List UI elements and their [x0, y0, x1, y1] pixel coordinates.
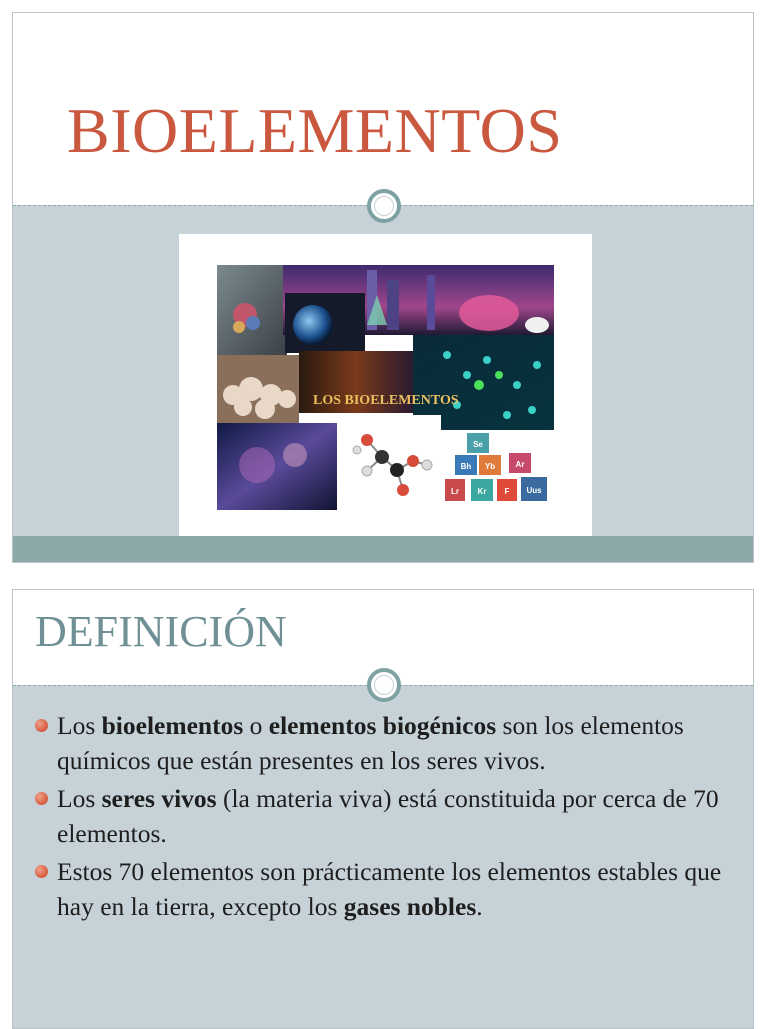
bullet-bold-text: gases nobles [343, 892, 477, 921]
bullet-text: Estos 70 elementos son prácticamente los elementos estables que hay en la tierra, excepto los [57, 857, 722, 921]
svg-text:Uus: Uus [526, 486, 542, 495]
collage-image [179, 234, 592, 543]
bullet-bold-text: elementos biogénicos [268, 711, 497, 740]
bullet-bold-text: bioelementos [101, 711, 244, 740]
bullet-bold-text: seres vivos [101, 784, 217, 813]
bullet-item [33, 781, 733, 851]
bullet-text: son los elementos químicos que están presentes en los seres vivos. [57, 711, 684, 775]
footer-bar [13, 536, 753, 562]
ring-ornament-icon [367, 189, 401, 223]
collage-banner-label: LOS BIOELEMENTOS [313, 393, 459, 408]
bullet-text: Los [57, 784, 102, 813]
bullet-item [33, 708, 733, 778]
bullet-text: . [476, 892, 483, 921]
bullet-dot-icon [35, 719, 48, 732]
bullet-list [33, 708, 733, 927]
slide-title [12, 12, 754, 563]
title-area [13, 13, 753, 205]
bullet-text: Los [57, 711, 102, 740]
slide-title-text: BIOELEMENTOS [67, 95, 563, 166]
bullet-dot-icon [35, 792, 48, 805]
bullet-dot-icon [35, 865, 48, 878]
svg-text:Se: Se [473, 440, 483, 449]
bioelements-collage [217, 265, 554, 510]
svg-text:Yb: Yb [484, 462, 496, 471]
bullet-text: o [243, 711, 269, 740]
svg-text:Kr: Kr [477, 487, 487, 496]
bullet-text: (la materia viva) está constituida por cerca de 70 elementos. [57, 784, 719, 848]
svg-text:Lr: Lr [451, 487, 459, 496]
bullet-item [33, 854, 733, 924]
svg-text:Bh: Bh [460, 462, 472, 471]
slide-title-text: DEFINICIÓN [35, 607, 287, 656]
svg-text:Ar: Ar [515, 460, 525, 469]
svg-text:F: F [504, 487, 510, 496]
ring-ornament-icon [367, 668, 401, 702]
slide-definition [12, 589, 754, 1029]
